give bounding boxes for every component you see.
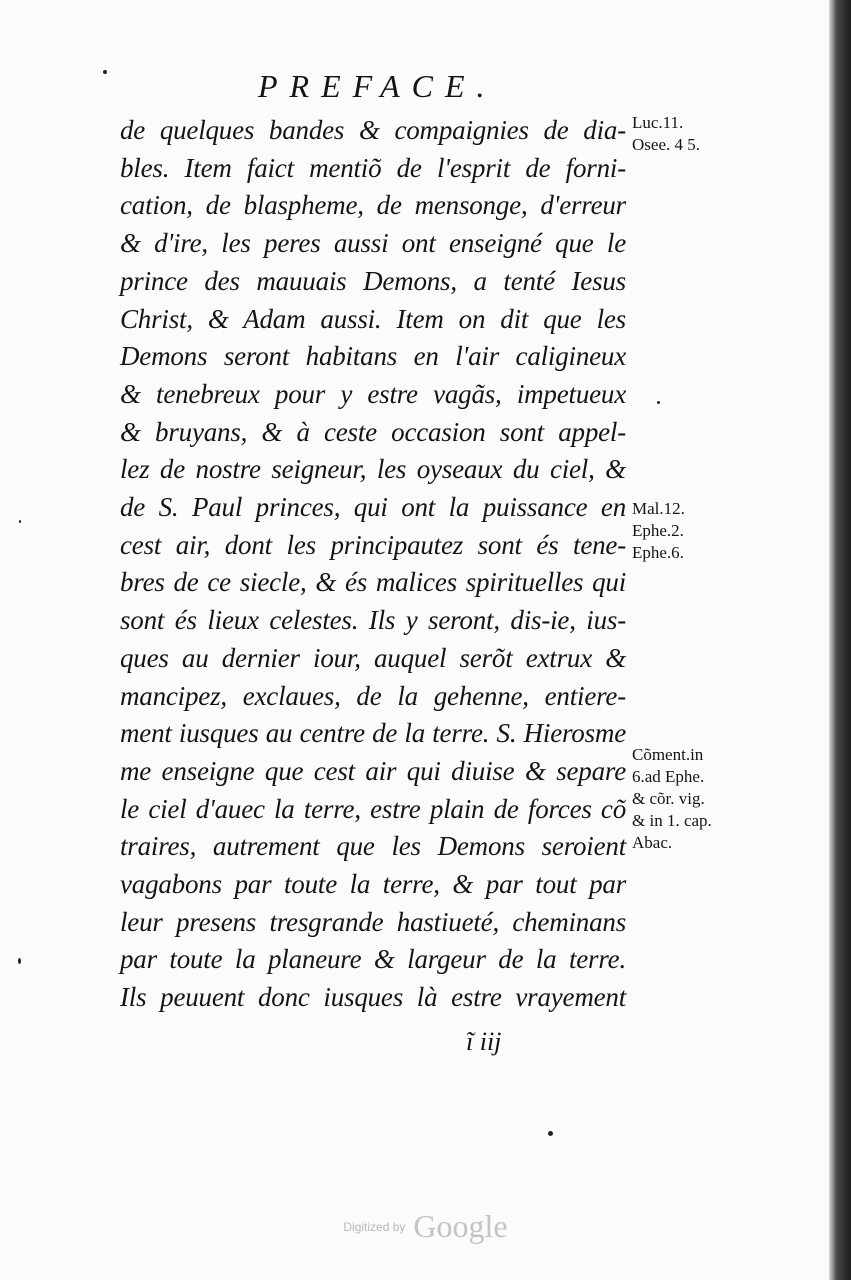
digitized-by-text: Digitized by xyxy=(343,1219,406,1234)
text-line: bres de ce siecle, & és malices spirituelles qui xyxy=(120,567,626,598)
text-line: me enseigne que cest air qui diuise & separe xyxy=(120,755,626,786)
ink-speck xyxy=(18,958,21,964)
text-line: ment iusques au centre de la terre. S. Hierosme xyxy=(120,718,626,749)
text-line: Demons seront habitans en l'air caligineux xyxy=(120,341,626,372)
margin-note-mal xyxy=(632,498,767,564)
text-line: & bruyans, & à ceste occasion sont appel- xyxy=(120,416,626,447)
text-line: & d'ire, les peres aussi ont enseigné que le xyxy=(120,228,626,259)
text-line: ques au dernier iour, auquel serõt extrux & xyxy=(120,642,626,673)
text-line: le ciel d'auec la terre, estre plain de forces cõ xyxy=(120,793,626,824)
margin-note-coment xyxy=(632,744,767,854)
text-line: vagabons par toute la terre, & par tout par xyxy=(120,869,626,900)
running-head: PREFACE. xyxy=(258,68,497,104)
signature-mark: ĩ iij xyxy=(466,1027,502,1056)
body-text xyxy=(120,112,626,1017)
text-line: sont és lieux celestes. Ils y seront, dis-ie, ius- xyxy=(120,605,626,636)
text-line: leur presens tresgrande hastiueté, cheminans xyxy=(120,906,626,937)
text-line: Ils peuuent donc iusques là estre vrayement xyxy=(120,982,626,1013)
text-line: cest air, dont les principautez sont és tene- xyxy=(120,529,626,560)
text-line: Christ, & Adam aussi. Item on dit que les xyxy=(120,303,626,334)
margin-note-line: Ephe.2. xyxy=(632,521,684,540)
page-edge-shadow xyxy=(829,0,851,1280)
ink-speck xyxy=(103,70,107,74)
google-wordmark: Google xyxy=(413,1208,508,1244)
text-line: mancipez, exclaues, de la gehenne, entiere- xyxy=(120,680,626,711)
digitized-footer xyxy=(0,1208,851,1245)
text-line: de quelques bandes & compaignies de dia- xyxy=(120,115,626,145)
margin-note-luc xyxy=(632,112,767,156)
text-line: cation, de blaspheme, de mensonge, d'erreur xyxy=(120,190,626,221)
text-line: prince des mauuais Demons, a tenté Iesus xyxy=(120,265,626,296)
margin-note-line: & cõr. vig. xyxy=(632,789,705,808)
text-line: lez de nostre seigneur, les oyseaux du ciel, & xyxy=(120,454,626,485)
text-line: traires, autrement que les Demons seroient xyxy=(120,831,626,862)
text-line: & tenebreux pour y estre vagãs, impetueux xyxy=(120,378,626,409)
margin-note-line: Mal.12. xyxy=(632,499,685,518)
text-line: par toute la planeure & largeur de la terre. xyxy=(120,944,626,975)
ink-speck xyxy=(657,401,660,404)
margin-note-line: Cõment.in xyxy=(632,745,704,764)
text-line: bles. Item faict mentiõ de l'esprit de forni- xyxy=(120,152,626,183)
margin-note-line: Osee. 4 5. xyxy=(632,135,700,154)
ink-speck xyxy=(548,1131,553,1136)
text-line: de S. Paul princes, qui ont la puissance en xyxy=(120,492,626,523)
margin-note-line: Abac. xyxy=(632,833,673,852)
margin-note-line: & in 1. cap. xyxy=(632,811,712,830)
margin-note-line: 6.ad Ephe. xyxy=(632,767,705,786)
ink-speck xyxy=(19,520,21,523)
margin-note-line: Ephe.6. xyxy=(632,543,684,562)
margin-note-line: Luc.11. xyxy=(632,113,684,132)
